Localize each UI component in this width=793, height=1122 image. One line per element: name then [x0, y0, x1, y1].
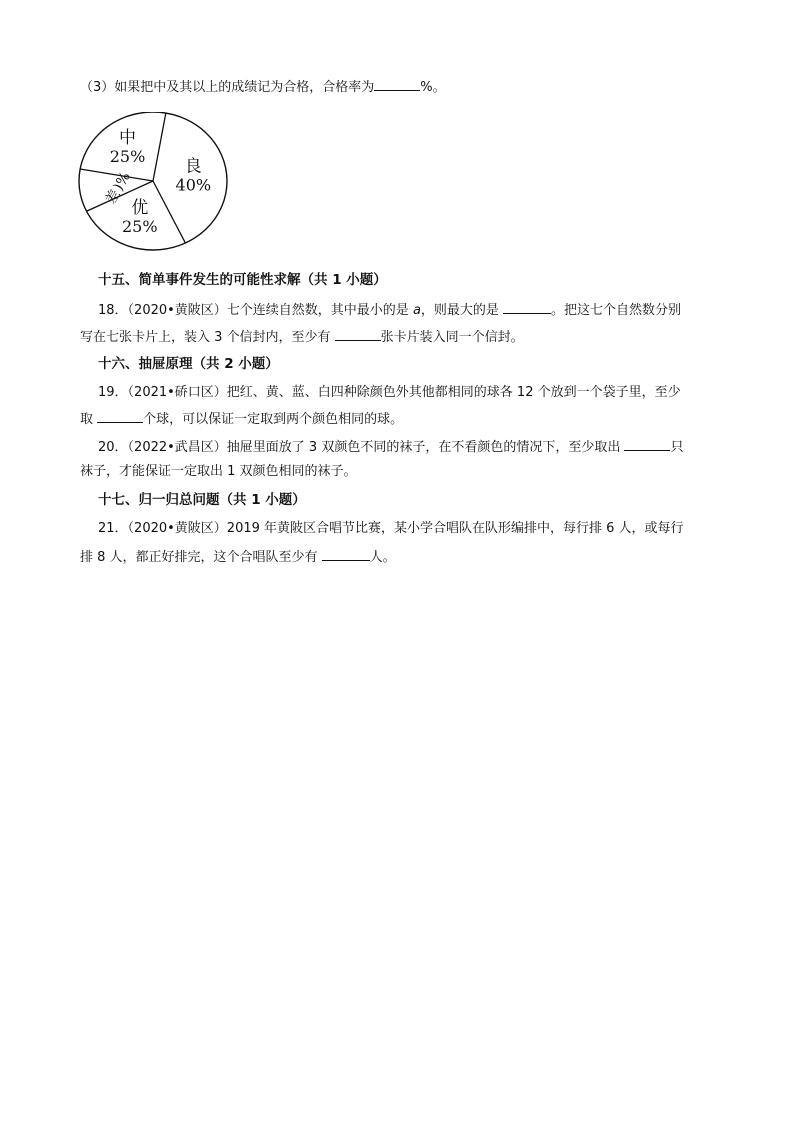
pie-slice-value: )% — [110, 169, 134, 194]
q18-blank-cards[interactable] — [335, 326, 381, 341]
q20-line1 — [98, 436, 683, 458]
section16-heading: 十六、抽屉原理（共 2 小题） — [98, 356, 279, 372]
q3-suffix: %。 — [420, 80, 446, 95]
pie-slice-label: 良 — [184, 156, 202, 177]
q3-prefix: （3）如果把中及其以上的成绩记为合格，合格率为 — [80, 80, 375, 95]
q18-text-e: 张卡片装入同一个信封。 — [380, 330, 524, 345]
pie-slice-label: 差 — [102, 187, 124, 208]
q18-variable: a — [412, 303, 421, 318]
q21-line2 — [80, 546, 396, 568]
q19-line2 — [80, 408, 403, 430]
q18-line2 — [80, 326, 524, 348]
q21-text-a: 排 8 人，都正好排完，这个合唱队至少有 — [80, 550, 322, 565]
section15-heading: 十五、简单事件发生的可能性求解（共 1 小题） — [98, 272, 387, 288]
q20-text-b: 只 — [670, 440, 684, 455]
q18-text-b: ，则最大的是 — [420, 303, 504, 318]
q18-blank-largest[interactable] — [503, 299, 551, 314]
pie-slice-value: 40% — [175, 175, 212, 195]
q3-answer-blank[interactable] — [374, 76, 420, 91]
q3-line — [80, 76, 446, 98]
q19-text-a: 取 — [80, 412, 98, 427]
pie-slice-label-group — [103, 169, 134, 207]
q21-line1: 21．（2020•黄陂区）2019 年黄陂区合唱节比赛，某小学合唱队在队形编排中，每行排 6 人，或每行 — [98, 521, 684, 536]
q18-line1 — [98, 299, 681, 321]
q19-text-b: 个球，可以保证一定取到两个颜色相同的球。 — [143, 412, 404, 427]
pie-slice-value: 25% — [121, 216, 158, 236]
q18-text-a: 18．（2020•黄陂区）七个连续自然数，其中最小的是 — [98, 303, 413, 318]
q21-text-b: 人。 — [369, 550, 396, 565]
section17-heading: 十七、归一归总问题（共 1 小题） — [98, 492, 306, 508]
q20-text-a: 20．（2022•武昌区）抽屉里面放了 3 双颜色不同的袜子，在不看颜色的情况下，至少取出 — [98, 440, 625, 455]
q18-text-c: 。把这七个自然数分别 — [551, 303, 682, 318]
pie-slice-label: 中 — [119, 128, 137, 149]
q21-answer-blank[interactable] — [322, 546, 370, 561]
grade-pie-chart — [78, 112, 238, 262]
q18-text-d: 写在七张卡片上，装入 3 个信封内，至少有 — [80, 330, 335, 345]
q19-line1: 19．（2021•硚口区）把红、黄、蓝、白四种除颜色外其他都相同的球各 12 个放到一个袋子里，至少 — [98, 385, 681, 400]
pie-divider — [153, 113, 166, 181]
pie-slice-value: 25% — [109, 147, 146, 167]
q20-line2: 袜子，才能保证一定取出 1 双颜色相同的袜子。 — [80, 464, 357, 479]
q19-answer-blank[interactable] — [97, 408, 143, 423]
pie-slice-label: 优 — [131, 197, 149, 218]
q20-answer-blank[interactable] — [624, 436, 670, 451]
